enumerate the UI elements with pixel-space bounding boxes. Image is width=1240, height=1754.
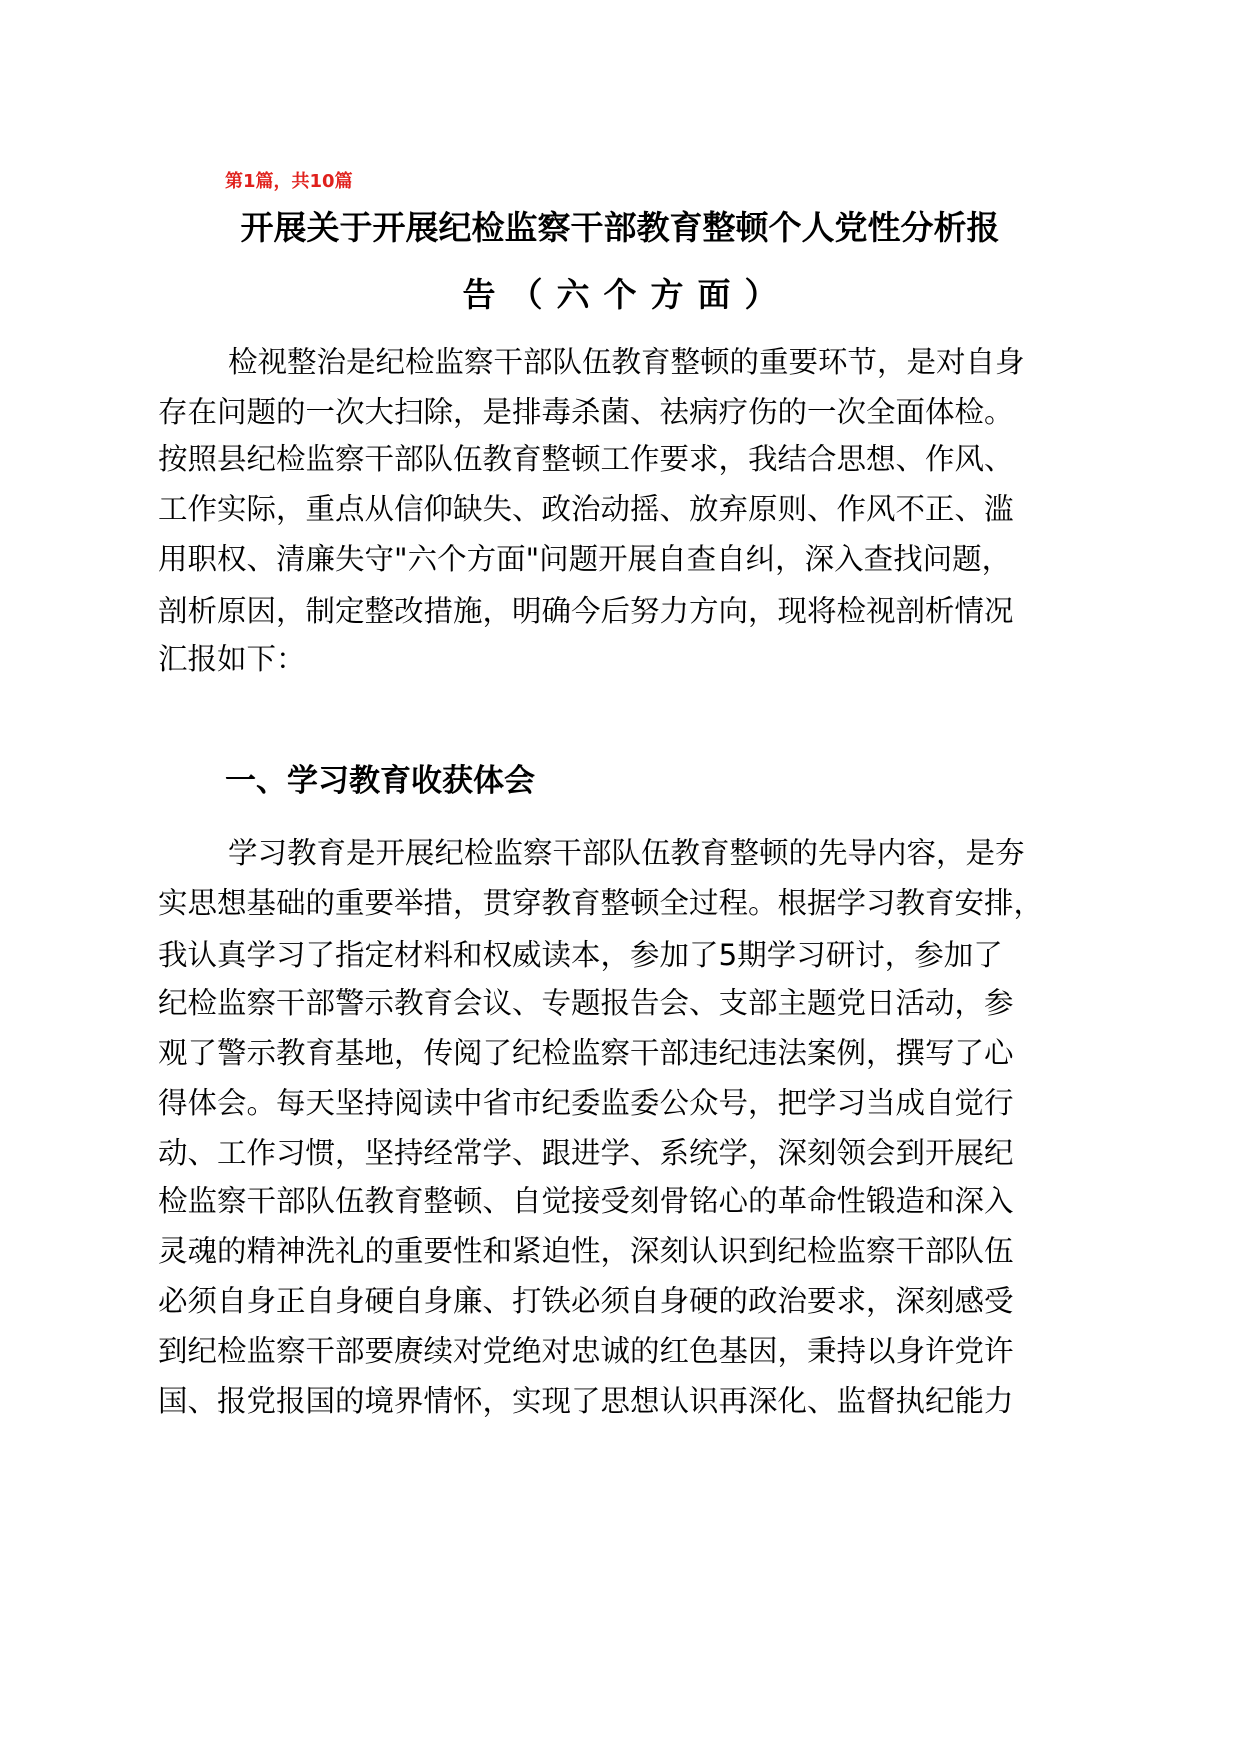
section-body-line: 动、工作习惯，坚持经常学、跟进学、系统学，深刻领会到开展纪 xyxy=(158,1136,1014,1170)
section-body-line: 检监察干部队伍教育整顿、自觉接受刻骨铭心的革命性锻造和深入 xyxy=(158,1184,1014,1218)
section-body-line: 必须自身正自身硬自身廉、打铁必须自身硬的政治要求，深刻感受 xyxy=(158,1284,1014,1318)
section-body-line: 观了警示教育基地，传阅了纪检监察干部违纪违法案例，撰写了心 xyxy=(158,1036,1014,1070)
intro-line: 按照县纪检监察干部队伍教育整顿工作要求，我结合思想、作风、 xyxy=(158,442,1014,476)
document-title-line-1: 开展关于开展纪检监察干部教育整顿个人党性分析报 xyxy=(240,208,1000,247)
section-body-line: 学习教育是开展纪检监察干部队伍教育整顿的先导内容，是夯 xyxy=(228,836,1025,870)
section-body-line: 国、报党报国的境界情怀，实现了思想认识再深化、监督执纪能力 xyxy=(158,1384,1014,1418)
document-title-line-2: 告（六个方面） xyxy=(462,275,792,314)
section-body-line: 我认真学习了指定材料和权威读本，参加了5期学习研讨，参加了 xyxy=(158,938,1003,972)
intro-line: 工作实际，重点从信仰缺失、政治动摇、放弃原则、作风不正、滥 xyxy=(158,492,1014,526)
section-heading: 一、学习教育收获体会 xyxy=(225,763,535,799)
intro-line: 检视整治是纪检监察干部队伍教育整顿的重要环节，是对自身 xyxy=(228,345,1025,379)
section-body-line: 实思想基础的重要举措，贯穿教育整顿全过程。根据学习教育安排， xyxy=(158,886,1044,920)
intro-line: 剖析原因，制定整改措施，明确今后努力方向，现将检视剖析情况 xyxy=(158,594,1014,628)
intro-line: 存在问题的一次大扫除，是排毒杀菌、祛病疗伤的一次全面体检。 xyxy=(158,395,1014,429)
intro-line: 用职权、清廉失守"六个方面"问题开展自查自纠，深入查找问题， xyxy=(158,542,1012,576)
section-body-line: 得体会。每天坚持阅读中省市纪委监委公众号，把学习当成自觉行 xyxy=(158,1086,1014,1120)
section-body-line: 灵魂的精神洗礼的重要性和紧迫性，深刻认识到纪检监察干部队伍 xyxy=(158,1234,1014,1268)
section-body-line: 纪检监察干部警示教育会议、专题报告会、支部主题党日活动，参 xyxy=(158,986,1014,1020)
page-counter: 第1篇，共10篇 xyxy=(225,171,353,192)
section-body-line: 到纪检监察干部要赓续对党绝对忠诚的红色基因，秉持以身许党许 xyxy=(158,1334,1014,1368)
intro-line: 汇报如下： xyxy=(158,642,306,676)
